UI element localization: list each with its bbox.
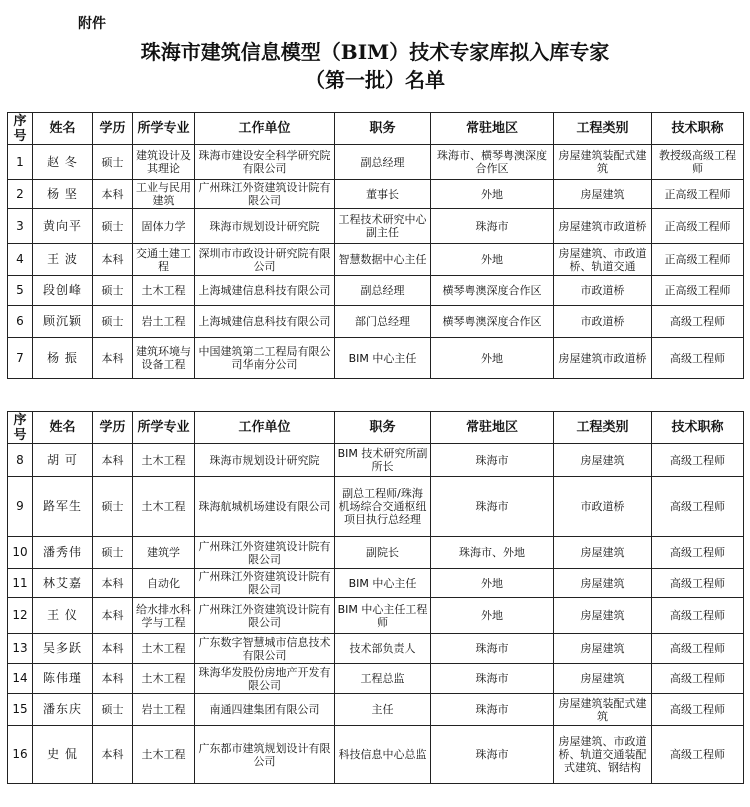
cell-major: 交通土建工程 xyxy=(133,244,195,276)
expert-table-1 xyxy=(7,112,744,379)
cell-position: 副总经理 xyxy=(335,276,431,306)
table-row xyxy=(8,569,744,598)
cell-title: 高级工程师 xyxy=(652,634,744,664)
header-name: 姓名 xyxy=(33,412,93,444)
header-seq: 序号 xyxy=(8,412,33,444)
cell-degree: 本科 xyxy=(93,569,133,598)
cell-employer: 广州珠江外资建筑设计院有限公司 xyxy=(195,537,335,569)
cell-title: 高级工程师 xyxy=(652,537,744,569)
header-major: 所学专业 xyxy=(133,412,195,444)
cell-employer: 广州珠江外资建筑设计院有限公司 xyxy=(195,180,335,209)
cell-degree: 本科 xyxy=(93,664,133,694)
cell-degree: 本科 xyxy=(93,244,133,276)
cell-name: 路军生 xyxy=(33,477,93,537)
table-row xyxy=(8,694,744,726)
header-region: 常驻地区 xyxy=(431,412,554,444)
table-row xyxy=(8,726,744,784)
cell-category: 房屋建筑 xyxy=(554,634,652,664)
table-row xyxy=(8,145,744,180)
table-row xyxy=(8,244,744,276)
cell-major: 建筑设计及其理论 xyxy=(133,145,195,180)
cell-employer: 广州珠江外资建筑设计院有限公司 xyxy=(195,569,335,598)
cell-employer: 深圳市市政设计研究院有限公司 xyxy=(195,244,335,276)
cell-region: 珠海市 xyxy=(431,634,554,664)
cell-title: 高级工程师 xyxy=(652,694,744,726)
cell-name: 杨 坚 xyxy=(33,180,93,209)
cell-position: BIM 中心主任 xyxy=(335,338,431,379)
cell-employer: 珠海市规划设计研究院 xyxy=(195,444,335,477)
cell-major: 给水排水科学与工程 xyxy=(133,598,195,634)
cell-employer: 广东数字智慧城市信息技术有限公司 xyxy=(195,634,335,664)
cell-major: 工业与民用建筑 xyxy=(133,180,195,209)
cell-region: 外地 xyxy=(431,598,554,634)
cell-seq: 14 xyxy=(8,664,33,694)
cell-position: BIM 技术研究所副所长 xyxy=(335,444,431,477)
expert-table-2 xyxy=(7,411,744,784)
cell-region: 外地 xyxy=(431,180,554,209)
cell-region: 外地 xyxy=(431,569,554,598)
attachment-label: 附件 xyxy=(78,16,106,32)
header-position: 职务 xyxy=(335,113,431,145)
cell-degree: 硕士 xyxy=(93,209,133,244)
cell-title: 高级工程师 xyxy=(652,726,744,784)
table-row xyxy=(8,209,744,244)
cell-name: 陈伟瑾 xyxy=(33,664,93,694)
cell-position: 工程总监 xyxy=(335,664,431,694)
cell-region: 珠海市、横琴粤澳深度合作区 xyxy=(431,145,554,180)
cell-category: 房屋建筑 xyxy=(554,569,652,598)
cell-major: 岩土工程 xyxy=(133,306,195,338)
cell-seq: 9 xyxy=(8,477,33,537)
cell-title: 高级工程师 xyxy=(652,477,744,537)
cell-title: 正高级工程师 xyxy=(652,209,744,244)
cell-name: 潘东庆 xyxy=(33,694,93,726)
header-employer: 工作单位 xyxy=(195,412,335,444)
cell-major: 土木工程 xyxy=(133,664,195,694)
table-row xyxy=(8,634,744,664)
cell-position: 部门总经理 xyxy=(335,306,431,338)
cell-title: 正高级工程师 xyxy=(652,244,744,276)
cell-category: 房屋建筑 xyxy=(554,180,652,209)
header-category: 工程类别 xyxy=(554,113,652,145)
header-degree: 学历 xyxy=(93,412,133,444)
cell-employer: 上海城建信息科技有限公司 xyxy=(195,306,335,338)
cell-category: 房屋建筑市政道桥 xyxy=(554,209,652,244)
cell-region: 珠海市 xyxy=(431,726,554,784)
table-row xyxy=(8,664,744,694)
header-region: 常驻地区 xyxy=(431,113,554,145)
cell-seq: 3 xyxy=(8,209,33,244)
cell-employer: 南通四建集团有限公司 xyxy=(195,694,335,726)
cell-region: 外地 xyxy=(431,338,554,379)
table-row xyxy=(8,477,744,537)
cell-major: 建筑学 xyxy=(133,537,195,569)
cell-title: 正高级工程师 xyxy=(652,180,744,209)
cell-region: 珠海市 xyxy=(431,477,554,537)
table-row xyxy=(8,598,744,634)
cell-title: 教授级高级工程师 xyxy=(652,145,744,180)
cell-category: 房屋建筑市政道桥 xyxy=(554,338,652,379)
cell-degree: 硕士 xyxy=(93,537,133,569)
cell-position: BIM 中心主任工程师 xyxy=(335,598,431,634)
cell-title: 正高级工程师 xyxy=(652,276,744,306)
header-row xyxy=(8,412,744,444)
cell-name: 潘秀伟 xyxy=(33,537,93,569)
cell-seq: 10 xyxy=(8,537,33,569)
cell-name: 史 侃 xyxy=(33,726,93,784)
cell-major: 自动化 xyxy=(133,569,195,598)
cell-degree: 硕士 xyxy=(93,276,133,306)
cell-degree: 本科 xyxy=(93,444,133,477)
cell-category: 房屋建筑装配式建筑 xyxy=(554,694,652,726)
cell-title: 高级工程师 xyxy=(652,664,744,694)
cell-seq: 13 xyxy=(8,634,33,664)
cell-region: 珠海市 xyxy=(431,444,554,477)
cell-name: 顾沉颖 xyxy=(33,306,93,338)
cell-category: 市政道桥 xyxy=(554,477,652,537)
cell-position: 副总工程师/珠海机场综合交通枢纽项目执行总经理 xyxy=(335,477,431,537)
cell-major: 土木工程 xyxy=(133,726,195,784)
header-category: 工程类别 xyxy=(554,412,652,444)
cell-category: 房屋建筑 xyxy=(554,598,652,634)
header-title: 技术职称 xyxy=(652,113,744,145)
cell-degree: 本科 xyxy=(93,726,133,784)
cell-position: 工程技术研究中心副主任 xyxy=(335,209,431,244)
table-row xyxy=(8,444,744,477)
cell-region: 珠海市 xyxy=(431,664,554,694)
cell-degree: 本科 xyxy=(93,338,133,379)
header-degree: 学历 xyxy=(93,113,133,145)
cell-seq: 5 xyxy=(8,276,33,306)
cell-employer: 上海城建信息科技有限公司 xyxy=(195,276,335,306)
cell-category: 房屋建筑 xyxy=(554,664,652,694)
cell-name: 黄向平 xyxy=(33,209,93,244)
cell-degree: 本科 xyxy=(93,634,133,664)
header-seq: 序号 xyxy=(8,113,33,145)
table-row xyxy=(8,306,744,338)
header-employer: 工作单位 xyxy=(195,113,335,145)
cell-degree: 本科 xyxy=(93,598,133,634)
cell-degree: 硕士 xyxy=(93,477,133,537)
cell-position: 科技信息中心总监 xyxy=(335,726,431,784)
cell-category: 房屋建筑 xyxy=(554,537,652,569)
header-major: 所学专业 xyxy=(133,113,195,145)
table-row xyxy=(8,338,744,379)
cell-seq: 16 xyxy=(8,726,33,784)
cell-region: 珠海市 xyxy=(431,694,554,726)
cell-region: 珠海市、外地 xyxy=(431,537,554,569)
cell-name: 杨 振 xyxy=(33,338,93,379)
cell-employer: 广东都市建筑规划设计有限公司 xyxy=(195,726,335,784)
header-row xyxy=(8,113,744,145)
cell-category: 市政道桥 xyxy=(554,306,652,338)
cell-seq: 12 xyxy=(8,598,33,634)
cell-region: 横琴粤澳深度合作区 xyxy=(431,276,554,306)
cell-seq: 4 xyxy=(8,244,33,276)
cell-employer: 珠海市规划设计研究院 xyxy=(195,209,335,244)
page-title: 珠海市建筑信息模型（BIM）技术专家库拟入库专家 xyxy=(140,40,610,64)
cell-employer: 珠海航城机场建设有限公司 xyxy=(195,477,335,537)
cell-category: 房屋建筑、市政道桥、轨道交通装配式建筑、钢结构 xyxy=(554,726,652,784)
cell-position: 副总经理 xyxy=(335,145,431,180)
cell-seq: 6 xyxy=(8,306,33,338)
cell-seq: 2 xyxy=(8,180,33,209)
cell-employer: 珠海市建设安全科学研究院有限公司 xyxy=(195,145,335,180)
cell-title: 高级工程师 xyxy=(652,569,744,598)
cell-title: 高级工程师 xyxy=(652,306,744,338)
table-row xyxy=(8,276,744,306)
cell-name: 吴多跃 xyxy=(33,634,93,664)
cell-major: 土木工程 xyxy=(133,444,195,477)
cell-title: 高级工程师 xyxy=(652,338,744,379)
cell-major: 土木工程 xyxy=(133,634,195,664)
cell-position: 副院长 xyxy=(335,537,431,569)
cell-region: 外地 xyxy=(431,244,554,276)
cell-seq: 11 xyxy=(8,569,33,598)
cell-degree: 硕士 xyxy=(93,145,133,180)
cell-position: 主任 xyxy=(335,694,431,726)
header-position: 职务 xyxy=(335,412,431,444)
table-row xyxy=(8,180,744,209)
cell-seq: 15 xyxy=(8,694,33,726)
cell-name: 胡 可 xyxy=(33,444,93,477)
cell-seq: 8 xyxy=(8,444,33,477)
cell-seq: 1 xyxy=(8,145,33,180)
cell-name: 林艾嘉 xyxy=(33,569,93,598)
cell-name: 王 波 xyxy=(33,244,93,276)
cell-employer: 广州珠江外资建筑设计院有限公司 xyxy=(195,598,335,634)
cell-employer: 中国建筑第二工程局有限公司华南分公司 xyxy=(195,338,335,379)
cell-major: 建筑环境与设备工程 xyxy=(133,338,195,379)
cell-position: 技术部负责人 xyxy=(335,634,431,664)
cell-employer: 珠海华发股份房地产开发有限公司 xyxy=(195,664,335,694)
cell-degree: 硕士 xyxy=(93,694,133,726)
cell-category: 房屋建筑、市政道桥、轨道交通 xyxy=(554,244,652,276)
cell-category: 房屋建筑 xyxy=(554,444,652,477)
cell-category: 市政道桥 xyxy=(554,276,652,306)
header-name: 姓名 xyxy=(33,113,93,145)
page-subtitle: （第一批）名单 xyxy=(305,68,445,92)
cell-major: 土木工程 xyxy=(133,477,195,537)
cell-position: BIM 中心主任 xyxy=(335,569,431,598)
cell-seq: 7 xyxy=(8,338,33,379)
cell-degree: 硕士 xyxy=(93,306,133,338)
cell-title: 高级工程师 xyxy=(652,444,744,477)
cell-position: 董事长 xyxy=(335,180,431,209)
cell-major: 岩土工程 xyxy=(133,694,195,726)
cell-region: 珠海市 xyxy=(431,209,554,244)
cell-title: 高级工程师 xyxy=(652,598,744,634)
cell-major: 固体力学 xyxy=(133,209,195,244)
cell-major: 土木工程 xyxy=(133,276,195,306)
cell-name: 王 仪 xyxy=(33,598,93,634)
header-title: 技术职称 xyxy=(652,412,744,444)
cell-degree: 本科 xyxy=(93,180,133,209)
cell-position: 智慧数据中心主任 xyxy=(335,244,431,276)
cell-name: 赵 冬 xyxy=(33,145,93,180)
cell-region: 横琴粤澳深度合作区 xyxy=(431,306,554,338)
table-row xyxy=(8,537,744,569)
cell-name: 段创峰 xyxy=(33,276,93,306)
cell-category: 房屋建筑装配式建筑 xyxy=(554,145,652,180)
